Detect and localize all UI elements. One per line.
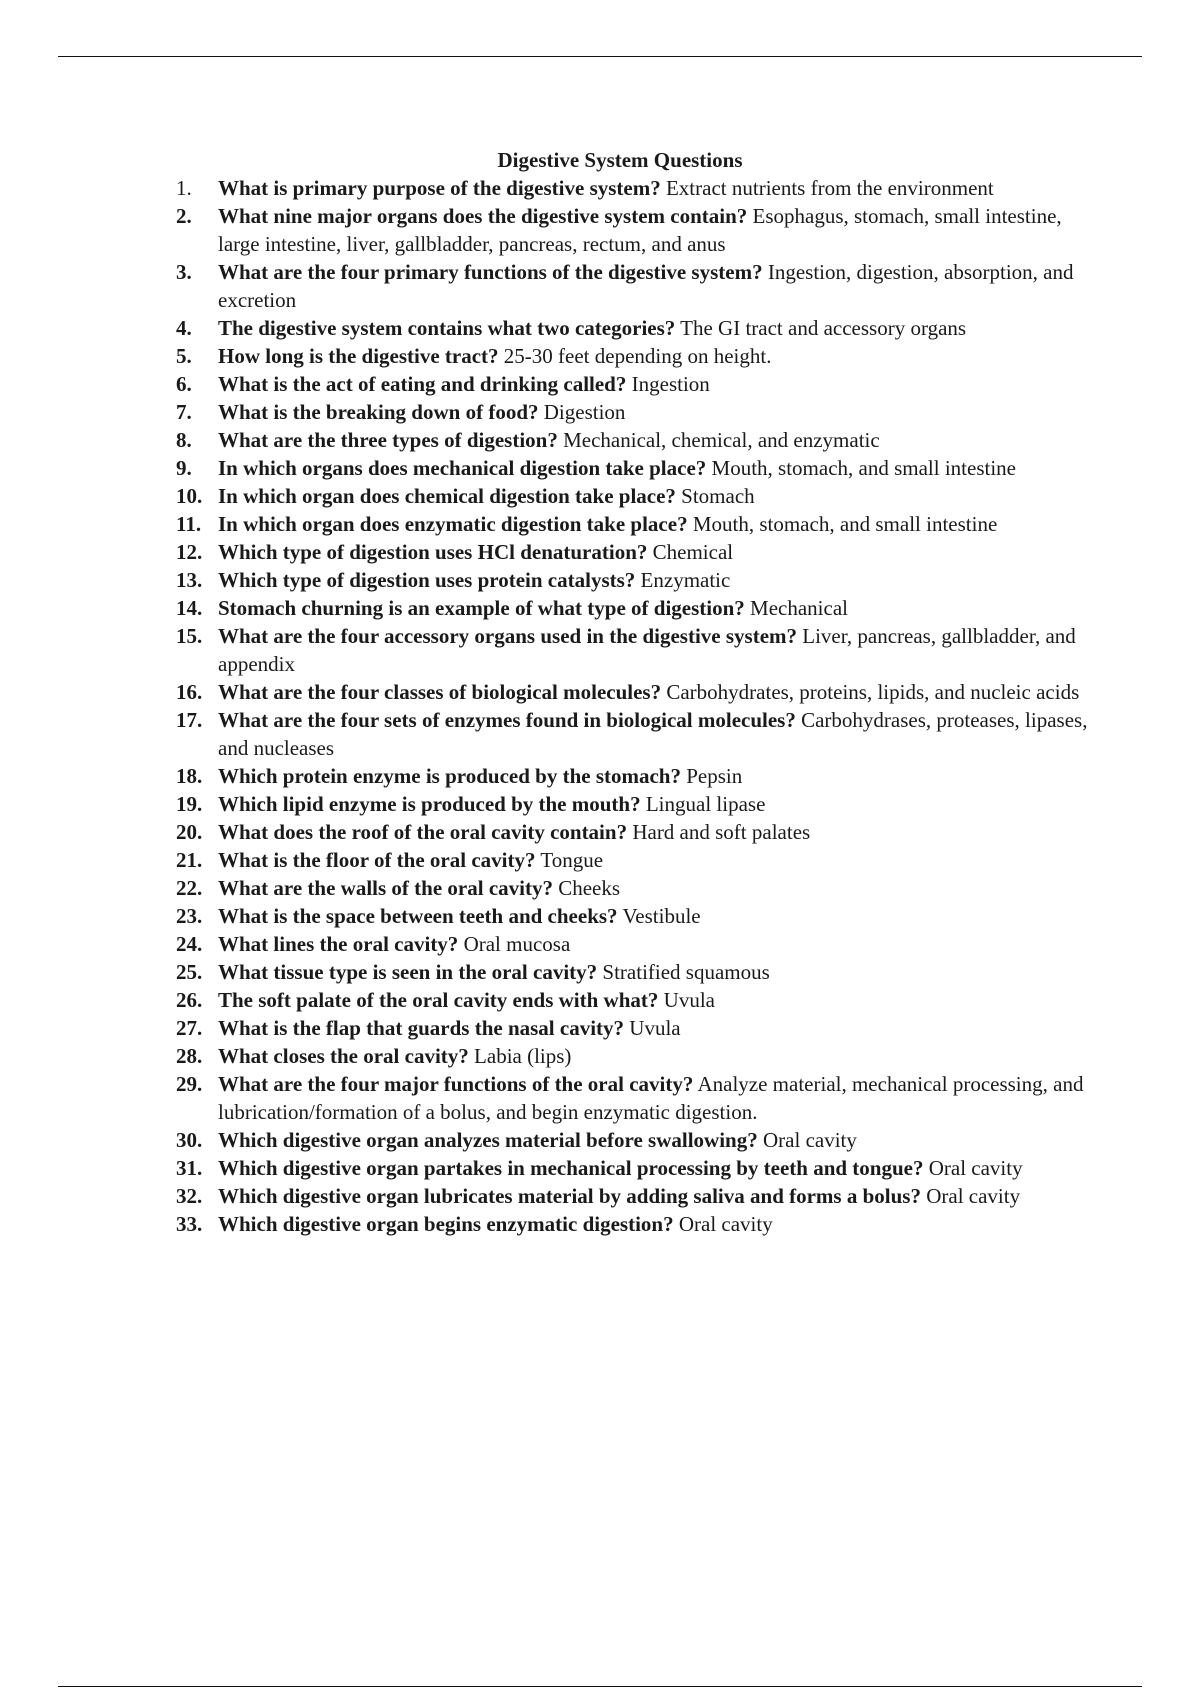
question-text: Which lipid enzyme is produced by the mouth? xyxy=(218,792,641,816)
question-item xyxy=(176,538,1096,566)
question-text: The soft palate of the oral cavity ends with what? xyxy=(218,988,659,1012)
question-item xyxy=(176,398,1096,426)
question-item xyxy=(176,1126,1096,1154)
question-item xyxy=(176,314,1096,342)
question-text: What is the space between teeth and cheeks? xyxy=(218,904,618,928)
question-text: What is the flap that guards the nasal cavity? xyxy=(218,1016,625,1040)
answer-text: Pepsin xyxy=(686,764,743,788)
answer-text: Hard and soft palates xyxy=(632,820,811,844)
question-text: Which protein enzyme is produced by the stomach? xyxy=(218,764,681,788)
answer-text: Extract nutrients from the environment xyxy=(665,176,994,200)
answer-text: Uvula xyxy=(629,1016,681,1040)
question-text: Which digestive organ partakes in mechanical processing by teeth and tongue? xyxy=(218,1156,924,1180)
question-item xyxy=(176,846,1096,874)
question-number: 16. xyxy=(176,680,203,704)
question-text: What is primary purpose of the digestive system? xyxy=(218,176,661,200)
question-number: 1. xyxy=(176,176,192,200)
question-number: 26. xyxy=(176,988,203,1012)
question-text: What are the walls of the oral cavity? xyxy=(218,876,553,900)
question-text: Stomach churning is an example of what type of digestion? xyxy=(218,596,745,620)
question-item xyxy=(176,1042,1096,1070)
answer-text: Liver, pancreas, gallbladder, and appendix xyxy=(218,624,1076,676)
question-number: 29. xyxy=(176,1072,203,1096)
question-text: Which type of digestion uses protein catalysts? xyxy=(218,568,636,592)
question-number: 3. xyxy=(176,260,192,284)
question-item xyxy=(176,1154,1096,1182)
question-number: 33. xyxy=(176,1212,203,1236)
question-text: What does the roof of the oral cavity contain? xyxy=(218,820,628,844)
answer-text: Oral cavity xyxy=(928,1156,1023,1180)
answer-text: Mechanical xyxy=(750,596,848,620)
answer-text: Stomach xyxy=(681,484,755,508)
question-text: What are the four major functions of the oral cavity? xyxy=(218,1072,694,1096)
answer-text: Esophagus, stomach, small intestine, large intestine, liver, gallbladder, pancreas, rectum, and anus xyxy=(218,204,1062,256)
answer-text: Ingestion xyxy=(631,372,710,396)
question-number: 6. xyxy=(176,372,192,396)
question-item xyxy=(176,594,1096,622)
question-item xyxy=(176,258,1096,314)
question-item xyxy=(176,202,1096,258)
answer-text: Oral cavity xyxy=(763,1128,857,1152)
question-text: Which digestive organ lubricates material by adding saliva and forms a bolus? xyxy=(218,1184,921,1208)
answer-text: Oral cavity xyxy=(678,1212,773,1236)
question-number: 21. xyxy=(176,848,203,872)
question-list xyxy=(176,174,1096,1238)
answer-text: Tongue xyxy=(540,848,604,872)
answer-text: Mouth, stomach, and small intestine xyxy=(711,456,1016,480)
question-text: What lines the oral cavity? xyxy=(218,932,459,956)
question-text: What nine major organs does the digestive system contain? xyxy=(218,204,748,228)
question-text: In which organs does mechanical digestion take place? xyxy=(218,456,707,480)
question-item xyxy=(176,958,1096,986)
question-item xyxy=(176,930,1096,958)
question-item xyxy=(176,706,1096,762)
question-number: 22. xyxy=(176,876,203,900)
answer-text: Lingual lipase xyxy=(645,792,766,816)
question-item xyxy=(176,762,1096,790)
question-item xyxy=(176,818,1096,846)
header-rule xyxy=(58,56,1142,57)
question-number: 9. xyxy=(176,456,192,480)
answer-text: Stratified squamous xyxy=(602,960,770,984)
question-number: 30. xyxy=(176,1128,203,1152)
question-number: 19. xyxy=(176,792,203,816)
answer-text: Labia (lips) xyxy=(474,1044,572,1068)
question-item xyxy=(176,1070,1096,1126)
answer-text: Uvula xyxy=(663,988,715,1012)
question-number: 10. xyxy=(176,484,203,508)
question-text: What is the floor of the oral cavity? xyxy=(218,848,536,872)
question-text: In which organ does enzymatic digestion take place? xyxy=(218,512,688,536)
question-text: Which digestive organ begins enzymatic digestion? xyxy=(218,1212,674,1236)
question-item xyxy=(176,1182,1096,1210)
question-item xyxy=(176,426,1096,454)
question-text: What are the four accessory organs used in the digestive system? xyxy=(218,624,798,648)
answer-text: Analyze material, mechanical processing, and lubrication/formation of a bolus, and begin enzymatic digestion. xyxy=(218,1072,1084,1124)
question-number: 20. xyxy=(176,820,203,844)
question-number: 4. xyxy=(176,316,192,340)
answer-text: Vestibule xyxy=(622,904,701,928)
question-text: In which organ does chemical digestion take place? xyxy=(218,484,676,508)
answer-text: Mechanical, chemical, and enzymatic xyxy=(563,428,880,452)
question-text: The digestive system contains what two categories? xyxy=(218,316,676,340)
question-text: What tissue type is seen in the oral cavity? xyxy=(218,960,598,984)
footer-rule xyxy=(58,1686,1142,1687)
question-item xyxy=(176,1014,1096,1042)
question-number: 13. xyxy=(176,568,203,592)
question-text: What is the breaking down of food? xyxy=(218,400,539,424)
answer-text: Oral mucosa xyxy=(463,932,571,956)
question-number: 11. xyxy=(176,512,202,536)
question-number: 14. xyxy=(176,596,203,620)
question-item xyxy=(176,1210,1096,1238)
question-item xyxy=(176,510,1096,538)
question-number: 24. xyxy=(176,932,203,956)
question-item xyxy=(176,678,1096,706)
question-item xyxy=(176,370,1096,398)
answer-text: Carbohydrates, proteins, lipids, and nucleic acids xyxy=(666,680,1080,704)
answer-text: Chemical xyxy=(652,540,734,564)
question-number: 25. xyxy=(176,960,203,984)
question-item xyxy=(176,566,1096,594)
question-number: 27. xyxy=(176,1016,203,1040)
question-number: 15. xyxy=(176,624,203,648)
question-text: What are the four primary functions of the digestive system? xyxy=(218,260,763,284)
answer-text: Digestion xyxy=(543,400,626,424)
question-number: 7. xyxy=(176,400,192,424)
answer-text: The GI tract and accessory organs xyxy=(680,316,967,340)
answer-text: Ingestion, digestion, absorption, and excretion xyxy=(218,260,1074,312)
answer-text: Enzymatic xyxy=(640,568,731,592)
question-number: 32. xyxy=(176,1184,203,1208)
question-number: 18. xyxy=(176,764,203,788)
question-number: 28. xyxy=(176,1044,203,1068)
page-title: Digestive System Questions xyxy=(497,148,743,172)
answer-text: Carbohydrases, proteases, lipases, and nucleases xyxy=(218,708,1088,760)
question-number: 31. xyxy=(176,1156,203,1180)
question-text: What closes the oral cavity? xyxy=(218,1044,469,1068)
answer-text: Cheeks xyxy=(558,876,621,900)
question-item xyxy=(176,174,1096,202)
question-text: What are the three types of digestion? xyxy=(218,428,558,452)
question-item xyxy=(176,902,1096,930)
answer-text: Mouth, stomach, and small intestine xyxy=(692,512,998,536)
question-item xyxy=(176,342,1096,370)
question-item xyxy=(176,986,1096,1014)
question-item xyxy=(176,790,1096,818)
question-number: 12. xyxy=(176,540,203,564)
question-item xyxy=(176,454,1096,482)
question-text: What are the four classes of biological molecules? xyxy=(218,680,662,704)
question-text: Which type of digestion uses HCl denaturation? xyxy=(218,540,648,564)
question-number: 5. xyxy=(176,344,192,368)
question-number: 17. xyxy=(176,708,203,732)
question-number: 8. xyxy=(176,428,192,452)
question-item xyxy=(176,482,1096,510)
question-text: What is the act of eating and drinking called? xyxy=(218,372,627,396)
question-number: 23. xyxy=(176,904,203,928)
question-text: What are the four sets of enzymes found in biological molecules? xyxy=(218,708,796,732)
answer-text: Oral cavity xyxy=(926,1184,1021,1208)
answer-text: 25-30 feet depending on height. xyxy=(503,344,772,368)
question-text: Which digestive organ analyzes material before swallowing? xyxy=(218,1128,758,1152)
question-item xyxy=(176,874,1096,902)
question-number: 2. xyxy=(176,204,192,228)
question-item xyxy=(176,622,1096,678)
question-text: How long is the digestive tract? xyxy=(218,344,499,368)
